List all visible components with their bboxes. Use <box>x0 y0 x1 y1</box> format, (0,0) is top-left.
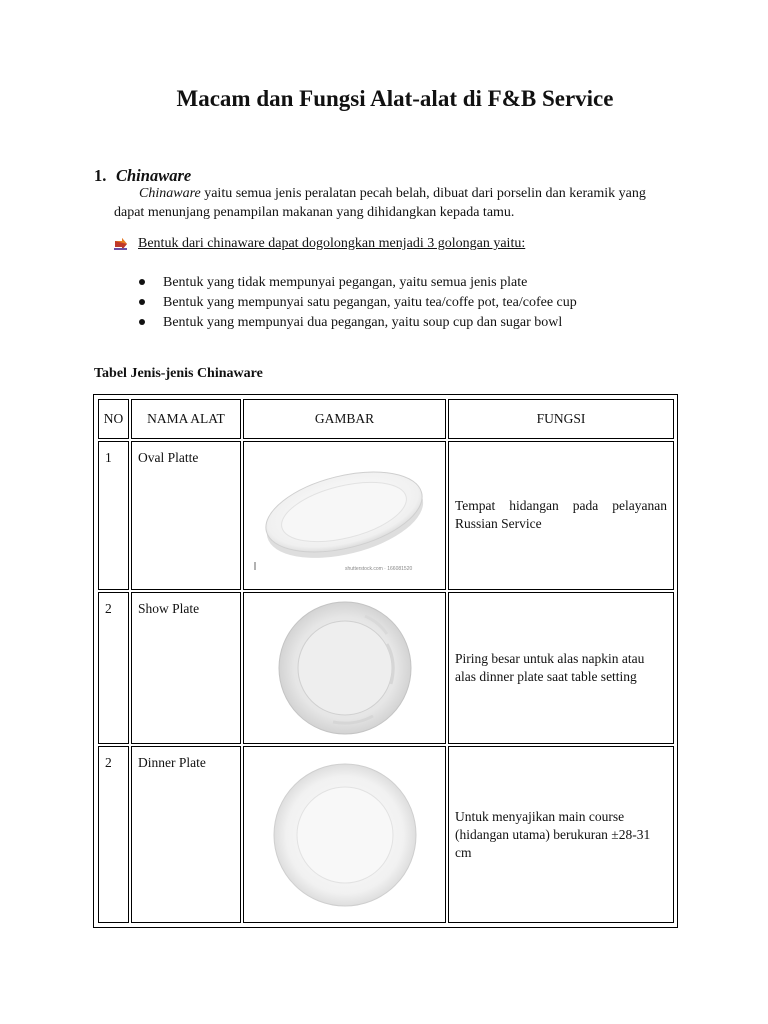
row-name: Dinner Plate <box>131 746 241 923</box>
row-name: Show Plate <box>131 592 241 744</box>
row-fungsi: Piring besar untuk alas napkin atau alas dinner plate saat table setting <box>448 592 674 744</box>
table-header-row <box>98 399 674 439</box>
list-item: Bentuk yang mempunyai satu pegangan, yaitu tea/coffe pot, tea/cofee cup <box>134 293 577 313</box>
header-nama-alat: NAMA ALAT <box>131 399 241 439</box>
table-row <box>98 441 674 590</box>
bullet-list <box>134 273 577 333</box>
list-item: Bentuk yang tidak mempunyai pegangan, yaitu semua jenis plate <box>134 273 577 293</box>
row-name: Oval Platte <box>131 441 241 590</box>
table-row <box>98 592 674 744</box>
table-caption: Tabel Jenis-jenis Chinaware <box>94 366 263 381</box>
show-plate-image <box>243 592 446 744</box>
oval-platter-image <box>243 441 446 590</box>
chinaware-table <box>93 394 678 928</box>
intro-paragraph <box>114 184 674 222</box>
table-row <box>98 746 674 923</box>
header-fungsi: FUNGSI <box>448 399 674 439</box>
image-credit: shutterstock.com · 166081520 <box>344 566 412 573</box>
intro-term: Chinaware <box>139 186 201 201</box>
bullet-icon <box>139 279 145 285</box>
sub-heading <box>114 236 525 252</box>
bullet-icon <box>139 299 145 305</box>
row-fungsi: Untuk menyajikan main course (hidangan utama) berukuran ±28-31 cm <box>448 746 674 923</box>
page-title: Macam dan Fungsi Alat-alat di F&B Service <box>176 86 614 111</box>
list-item: Bentuk yang mempunyai dua pegangan, yaitu soup cup dan sugar bowl <box>134 313 577 333</box>
section-heading <box>94 166 191 186</box>
row-no: 2 <box>98 746 129 923</box>
section-heading-text: Chinaware <box>116 166 192 185</box>
row-fungsi: Tempat hidangan pada pelayanan Russian Service <box>448 441 674 590</box>
dinner-plate-image <box>243 746 446 923</box>
sub-heading-text: Bentuk dari chinaware dapat dogolongkan menjadi 3 golongan yaitu: <box>138 236 526 251</box>
arrow-bullet-icon <box>114 237 128 251</box>
section-number: 1. <box>94 166 107 185</box>
bullet-icon <box>139 319 145 325</box>
intro-text: yaitu semua jenis peralatan pecah belah, dibuat dari porselin dan keramik yang dapat menunjang penampilan makanan yang dihidangkan kepada tamu. <box>114 186 646 220</box>
row-no: 2 <box>98 592 129 744</box>
row-no: 1 <box>98 441 129 590</box>
header-gambar: GAMBAR <box>243 399 446 439</box>
header-no: NO <box>98 399 129 439</box>
